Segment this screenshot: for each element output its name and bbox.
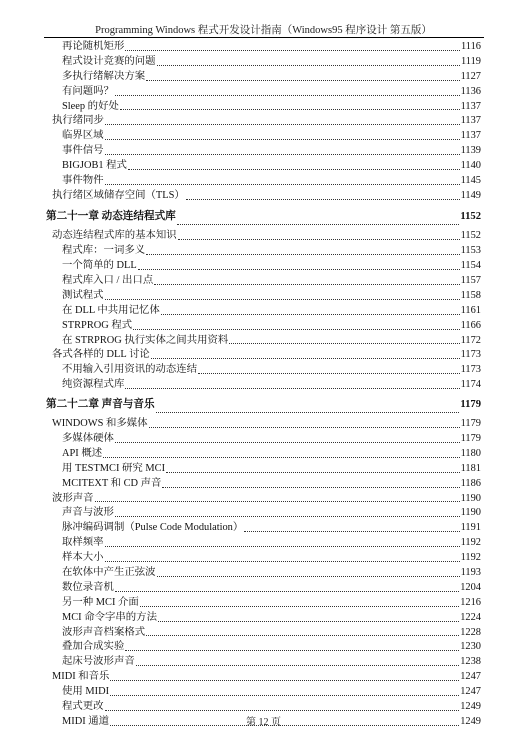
toc-entry-page: 1249 xyxy=(460,701,481,713)
toc-entry[interactable] xyxy=(0,189,527,204)
toc-entry[interactable] xyxy=(0,55,527,70)
toc-entry-title: API 概述 xyxy=(62,447,103,459)
toc-entry-title: 纯资源程式库 xyxy=(62,379,125,391)
toc-entry[interactable] xyxy=(0,274,527,289)
toc-entry[interactable] xyxy=(0,40,527,55)
toc-entry-page: 1127 xyxy=(460,70,481,82)
toc-entry-page: 1191 xyxy=(460,522,481,534)
toc-entry-page: 1228 xyxy=(460,626,481,638)
toc-entry[interactable] xyxy=(0,581,527,596)
toc-entry-page: 1224 xyxy=(460,611,481,623)
toc-entry-title: 多执行绪解决方案 xyxy=(62,70,146,82)
toc-entry-page: 1173 xyxy=(460,364,481,376)
toc-entry-page: 1153 xyxy=(460,245,481,257)
toc-entry-title: 脉冲编码调制（Pulse Code Modulation） xyxy=(62,522,244,534)
toc-entry-page: 1139 xyxy=(460,145,481,157)
toc-entry-page: 1119 xyxy=(460,55,481,67)
toc-entry[interactable] xyxy=(0,417,527,432)
toc-entry[interactable] xyxy=(0,670,527,685)
toc-entry[interactable] xyxy=(0,611,527,626)
toc-entry-title: 在软体中产生正弦波 xyxy=(62,567,156,578)
toc-entry-page: 1137 xyxy=(460,115,481,127)
toc-dot-leader xyxy=(146,634,459,636)
toc-dot-leader xyxy=(146,253,459,255)
toc-entry-title: 临界区域 xyxy=(62,130,104,142)
toc-dot-leader xyxy=(115,590,459,592)
toc-dot-leader xyxy=(177,223,460,225)
toc-entry[interactable] xyxy=(0,100,527,115)
toc-entry-title: 第二十二章 声音与音乐 xyxy=(46,399,155,411)
toc-entry-page: 1136 xyxy=(460,85,481,97)
toc-entry-title: 叠加合成实验 xyxy=(62,641,125,653)
toc-entry[interactable] xyxy=(0,304,527,319)
toc-entry-page: 1166 xyxy=(460,319,481,331)
toc-entry-page: 1190 xyxy=(460,492,481,504)
toc-dot-leader xyxy=(105,298,460,300)
toc-entry-title: 起床号波形声音 xyxy=(62,656,135,668)
toc-dot-leader xyxy=(105,138,460,140)
toc-dot-leader xyxy=(110,679,459,681)
toc-entry-title: BIGJOB1 程式 xyxy=(62,160,127,172)
toc-entry[interactable] xyxy=(0,334,527,349)
toc-dot-leader xyxy=(151,357,460,359)
toc-entry-title: 程式设计竞赛的问题 xyxy=(62,55,156,67)
toc-entry-title: 用 TESTMCI 研究 MCI xyxy=(62,462,166,474)
toc-entry-page: 1230 xyxy=(460,641,481,653)
toc-dot-leader xyxy=(128,168,460,170)
toc-chapter-entry[interactable] xyxy=(0,204,527,230)
toc-dot-leader xyxy=(161,313,460,315)
toc-dot-leader xyxy=(186,198,460,200)
toc-dot-leader xyxy=(156,411,460,413)
toc-entry[interactable] xyxy=(0,447,527,462)
toc-dot-leader xyxy=(125,649,459,651)
toc-entry-page: 1186 xyxy=(460,477,481,489)
toc-entry-title: 波形声音档案格式 xyxy=(62,626,146,638)
toc-entry[interactable] xyxy=(0,319,527,334)
toc-dot-leader xyxy=(244,530,459,532)
toc-entry-title: 程式库：一词多义 xyxy=(62,245,146,257)
toc-entry[interactable] xyxy=(0,85,527,100)
toc-entry[interactable] xyxy=(0,462,527,477)
toc-dot-leader xyxy=(105,545,460,547)
toc-dot-leader xyxy=(140,605,459,607)
toc-entry[interactable] xyxy=(0,685,527,700)
toc-entry[interactable] xyxy=(0,492,527,507)
toc-dot-leader xyxy=(158,620,459,622)
toc-entry-title: 波形声音 xyxy=(52,492,94,504)
toc-entry[interactable] xyxy=(0,129,527,144)
toc-entry-title: 第二十一章 动态连结程式库 xyxy=(46,210,176,222)
toc-entry[interactable] xyxy=(0,363,527,378)
toc-entry-page: 1152 xyxy=(460,230,481,242)
toc-dot-leader xyxy=(110,694,459,696)
toc-entry-page: 1173 xyxy=(460,349,481,361)
toc-entry-title: 另一种 MCI 介面 xyxy=(62,596,139,608)
toc-entry[interactable] xyxy=(0,640,527,655)
toc-entry-page: 1140 xyxy=(460,160,481,172)
toc-entry-title: 一个简单的 DLL xyxy=(62,260,137,272)
toc-entry[interactable] xyxy=(0,174,527,189)
toc-entry-title: 在 DLL 中共用记忆体 xyxy=(62,304,160,316)
toc-entry-title: 动态连结程式库的基本知识 xyxy=(52,230,177,242)
toc-dot-leader xyxy=(103,456,459,458)
toc-entry-title: 事件物件 xyxy=(62,175,104,187)
toc-entry[interactable] xyxy=(0,70,527,85)
toc-entry-page: 1216 xyxy=(460,596,481,608)
toc-entry[interactable] xyxy=(0,566,527,581)
toc-entry-page: 1149 xyxy=(460,189,481,201)
toc-entry[interactable] xyxy=(0,289,527,304)
table-of-contents xyxy=(0,40,527,730)
toc-entry-title: 程式更改 xyxy=(62,701,104,713)
toc-entry-page: 1161 xyxy=(460,304,481,316)
toc-entry-title: MCITEXT 和 CD 声音 xyxy=(62,477,162,489)
toc-entry-title: STRPROG 程式 xyxy=(62,319,133,331)
toc-entry-title: 测试程式 xyxy=(62,289,104,301)
toc-entry-title: MIDI 通道 xyxy=(62,715,110,727)
toc-entry-page: 1247 xyxy=(460,686,481,698)
toc-entry-title: 执行绪区域储存空间（TLS） xyxy=(52,189,185,201)
toc-dot-leader xyxy=(178,238,460,240)
header-rule xyxy=(44,37,484,38)
toc-dot-leader xyxy=(157,64,460,66)
toc-entry-title: 再论随机矩形 xyxy=(62,41,125,52)
toc-dot-leader xyxy=(125,387,459,389)
toc-entry[interactable] xyxy=(0,159,527,174)
toc-entry-page: 1174 xyxy=(460,379,481,391)
toc-entry[interactable] xyxy=(0,229,527,244)
toc-entry-page: 1180 xyxy=(460,447,481,459)
toc-entry-page: 1192 xyxy=(460,552,481,564)
toc-dot-leader xyxy=(154,283,459,285)
toc-dot-leader xyxy=(138,268,460,270)
toc-entry-page: 1179 xyxy=(460,432,481,444)
toc-dot-leader xyxy=(146,79,459,81)
toc-entry[interactable] xyxy=(0,144,527,159)
toc-entry-title: 数位录音机 xyxy=(62,581,114,593)
toc-entry-title: 程式库入口 / 出口点 xyxy=(62,274,154,286)
toc-dot-leader xyxy=(125,49,460,51)
toc-dot-leader xyxy=(105,183,460,185)
toc-dot-leader xyxy=(105,123,460,125)
toc-entry-page: 1152 xyxy=(460,210,481,222)
toc-entry-title: 样本大小 xyxy=(62,552,104,564)
toc-entry-page: 1181 xyxy=(460,462,481,474)
toc-entry-page: 1145 xyxy=(460,175,481,187)
toc-entry[interactable] xyxy=(0,114,527,129)
toc-dot-leader xyxy=(120,108,460,110)
toc-entry-title: MCI 命令字串的方法 xyxy=(62,611,157,623)
toc-dot-leader xyxy=(157,575,460,577)
toc-entry-page: 1238 xyxy=(460,656,481,668)
toc-entry-page: 1247 xyxy=(460,671,481,683)
toc-entry[interactable] xyxy=(0,626,527,641)
toc-entry-page: 1190 xyxy=(460,507,481,519)
toc-entry[interactable] xyxy=(0,259,527,274)
toc-entry-title: MIDI 和音乐 xyxy=(52,671,110,683)
toc-entry-title: 声音与波形 xyxy=(62,507,114,519)
toc-entry-page: 1192 xyxy=(460,537,481,549)
toc-dot-leader xyxy=(115,441,460,443)
toc-entry-title: 执行绪同步 xyxy=(52,115,104,127)
toc-entry[interactable] xyxy=(0,536,527,551)
toc-entry-page: 1179 xyxy=(460,399,481,411)
toc-entry-page: 1116 xyxy=(460,41,481,52)
toc-entry-page: 1249 xyxy=(460,715,481,727)
toc-dot-leader xyxy=(105,560,460,562)
toc-entry-page: 1154 xyxy=(460,260,481,272)
toc-dot-leader xyxy=(229,342,459,344)
toc-entry[interactable] xyxy=(0,348,527,363)
toc-entry-title: 多媒体硬体 xyxy=(62,432,114,444)
toc-entry[interactable] xyxy=(0,551,527,566)
toc-dot-leader xyxy=(166,471,460,473)
toc-dot-leader xyxy=(198,372,460,374)
toc-entry-page: 1172 xyxy=(460,334,481,346)
toc-entry-page: 1158 xyxy=(460,289,481,301)
toc-entry-title: 取样频率 xyxy=(62,537,104,549)
toc-entry[interactable] xyxy=(0,506,527,521)
toc-entry[interactable] xyxy=(0,244,527,259)
toc-entry-title: 各式各样的 DLL 讨论 xyxy=(52,349,150,361)
toc-dot-leader xyxy=(105,709,460,711)
toc-dot-leader xyxy=(149,426,460,428)
toc-entry-title: 不用输入引用资讯的动态连结 xyxy=(62,364,198,376)
page-footer: 第 12 页 xyxy=(246,717,281,728)
toc-entry-page: 1137 xyxy=(460,100,481,112)
toc-entry[interactable] xyxy=(0,655,527,670)
toc-dot-leader xyxy=(162,486,459,488)
toc-entry-title: 事件信号 xyxy=(62,145,104,157)
toc-entry-page: 1157 xyxy=(460,274,481,286)
toc-entry-page: 1179 xyxy=(460,418,481,430)
toc-entry-page: 1137 xyxy=(460,130,481,142)
toc-dot-leader xyxy=(115,94,460,96)
toc-entry[interactable] xyxy=(0,378,527,393)
toc-dot-leader xyxy=(105,153,460,155)
toc-chapter-entry[interactable] xyxy=(0,393,527,417)
toc-dot-leader xyxy=(133,328,459,330)
toc-entry[interactable] xyxy=(0,521,527,536)
toc-entry[interactable] xyxy=(0,477,527,492)
toc-entry-page: 1193 xyxy=(460,567,481,578)
toc-entry-title: 在 STRPROG 执行实体之间共用资料 xyxy=(62,334,229,346)
toc-entry-title: 使用 MIDI xyxy=(62,686,110,698)
toc-entry[interactable] xyxy=(0,432,527,447)
toc-entry-title: Sleep 的好处 xyxy=(62,100,119,112)
toc-dot-leader xyxy=(136,664,459,666)
toc-entry-page: 1204 xyxy=(460,581,481,593)
toc-dot-leader xyxy=(95,500,460,502)
toc-entry[interactable] xyxy=(0,596,527,611)
toc-dot-leader xyxy=(115,515,460,517)
toc-entry-title: 有问题吗？ xyxy=(62,85,114,97)
toc-entry-title: WINDOWS 和多媒体 xyxy=(52,418,148,430)
page-header: Programming Windows 程式开发设计指南（Windows95 程序设计 第五版） xyxy=(95,25,432,36)
